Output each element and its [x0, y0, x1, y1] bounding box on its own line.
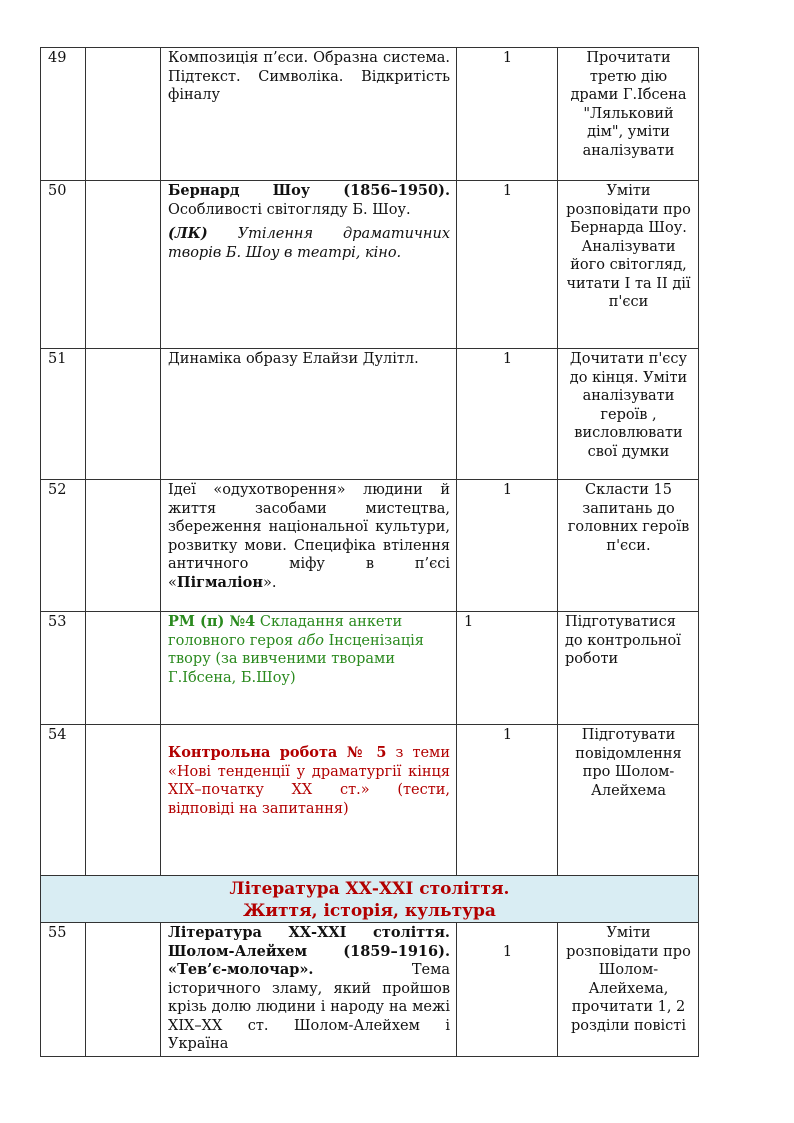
table-row: [41, 349, 699, 480]
table-row: [41, 48, 699, 181]
lesson-number: 54: [41, 725, 86, 876]
homework-cell: Прочитати третю дію драми Г.Ібсена "Ляльковий дім", уміти аналізувати: [558, 48, 699, 181]
hours-cell: 1: [457, 48, 558, 181]
lesson-number: 49: [41, 48, 86, 181]
hours-cell: 1: [457, 725, 558, 876]
topic-bold: Бернард Шоу (1856–1950).: [168, 182, 450, 199]
topic-text: Композиція п’єси. Образна система. Підтекст. Символіка. Відкритість фіналу: [168, 50, 450, 103]
topic-bold: Контрольна робота № 5: [168, 744, 387, 761]
topic-note-text: Утілення драматичних творів Б. Шоу в театрі, кіно.: [168, 226, 451, 261]
lesson-topic: [161, 480, 457, 612]
table-row: [41, 923, 699, 1057]
lesson-topic: [161, 349, 457, 480]
hours-cell: 1: [457, 181, 558, 349]
lesson-number: 55: [41, 923, 86, 1057]
date-cell: [86, 725, 161, 876]
hours-cell: 1: [457, 349, 558, 480]
lesson-number: 50: [41, 181, 86, 349]
hours-cell: 1: [457, 612, 558, 725]
topic-bold: Література ХХ-ХХІ століття. Шолом-Алейхем (1859–1916). «Тев’є-молочар».: [168, 924, 450, 978]
hours-cell: [457, 923, 558, 1057]
section-title-line-1: Література ХХ-ХХІ століття.: [229, 879, 510, 899]
table-row: [41, 725, 699, 876]
lesson-topic: [161, 725, 457, 876]
hours-value: 1: [502, 944, 513, 960]
topic-text: Особливості світогляду Б. Шоу.: [168, 201, 411, 218]
homework-cell: Скласти 15 запитань до головних героїв п'єси.: [558, 480, 699, 612]
homework-cell: Уміти розповідати про Бернарда Шоу. Аналізувати його світогляд, читати І та ІІ дії п'єси: [558, 181, 699, 349]
date-cell: [86, 349, 161, 480]
homework-cell: Підготуватися до контрольної роботи: [558, 612, 699, 725]
topic-bold: РМ (п) №4: [168, 613, 256, 630]
topic-text: Тема історичного зламу, який пройшов крізь долю людини і народу на межі ХІХ–ХХ ст. Шолом-Алейхем і Україна: [168, 962, 450, 1052]
table-row: [41, 612, 699, 725]
topic-text-2: Інсценізація твору (за вивченими творами Г.Ібсена, Б.Шоу): [168, 632, 424, 686]
topic-text: Складання анкети головного героя: [168, 614, 403, 649]
topic-bold: Пігмаліон: [176, 573, 263, 591]
homework-cell: Дочитати п'єсу до кінця. Уміти аналізувати героїв , висловлювати свої думки: [558, 349, 699, 480]
date-cell: [86, 181, 161, 349]
section-header-row: [41, 876, 699, 923]
date-cell: [86, 480, 161, 612]
lesson-topic: [161, 181, 457, 349]
topic-text: з теми «Нові тенденції у драматургії кінця ХІХ–початку ХХ ст.» (тести, відповіді на запитання): [168, 745, 450, 817]
table-row: [41, 181, 699, 349]
homework-cell: Уміти розповідати про Шолом-Алейхема, прочитати 1, 2 розділи повісті: [558, 923, 699, 1057]
lesson-plan-table: [40, 47, 699, 1057]
lesson-number: 52: [41, 480, 86, 612]
topic-text: Ідеї «одухотворення» людини й життя засобами мистецтва, збереження національної культури, розвитку мови. Специфіка втілення античного міфу в п’єсі «: [168, 482, 450, 591]
date-cell: [86, 612, 161, 725]
table-row: [41, 480, 699, 612]
homework-cell: Підготувати повідомлення про Шолом-Алейхема: [558, 725, 699, 876]
date-cell: [86, 923, 161, 1057]
lesson-topic: [161, 612, 457, 725]
topic-italic: або: [297, 632, 324, 649]
section-header: [41, 876, 699, 923]
topic-text: Динаміка образу Елайзи Дулітл.: [168, 351, 419, 367]
lesson-number: 53: [41, 612, 86, 725]
topic-end: ».: [262, 574, 277, 591]
section-title-line-2: Життя, історія, культура: [243, 901, 496, 921]
topic-note: [168, 225, 450, 262]
lesson-topic: [161, 48, 457, 181]
lesson-topic: [161, 923, 457, 1057]
hours-cell: 1: [457, 480, 558, 612]
lesson-number: 51: [41, 349, 86, 480]
date-cell: [86, 48, 161, 181]
topic-note-label: (ЛК): [168, 225, 208, 242]
